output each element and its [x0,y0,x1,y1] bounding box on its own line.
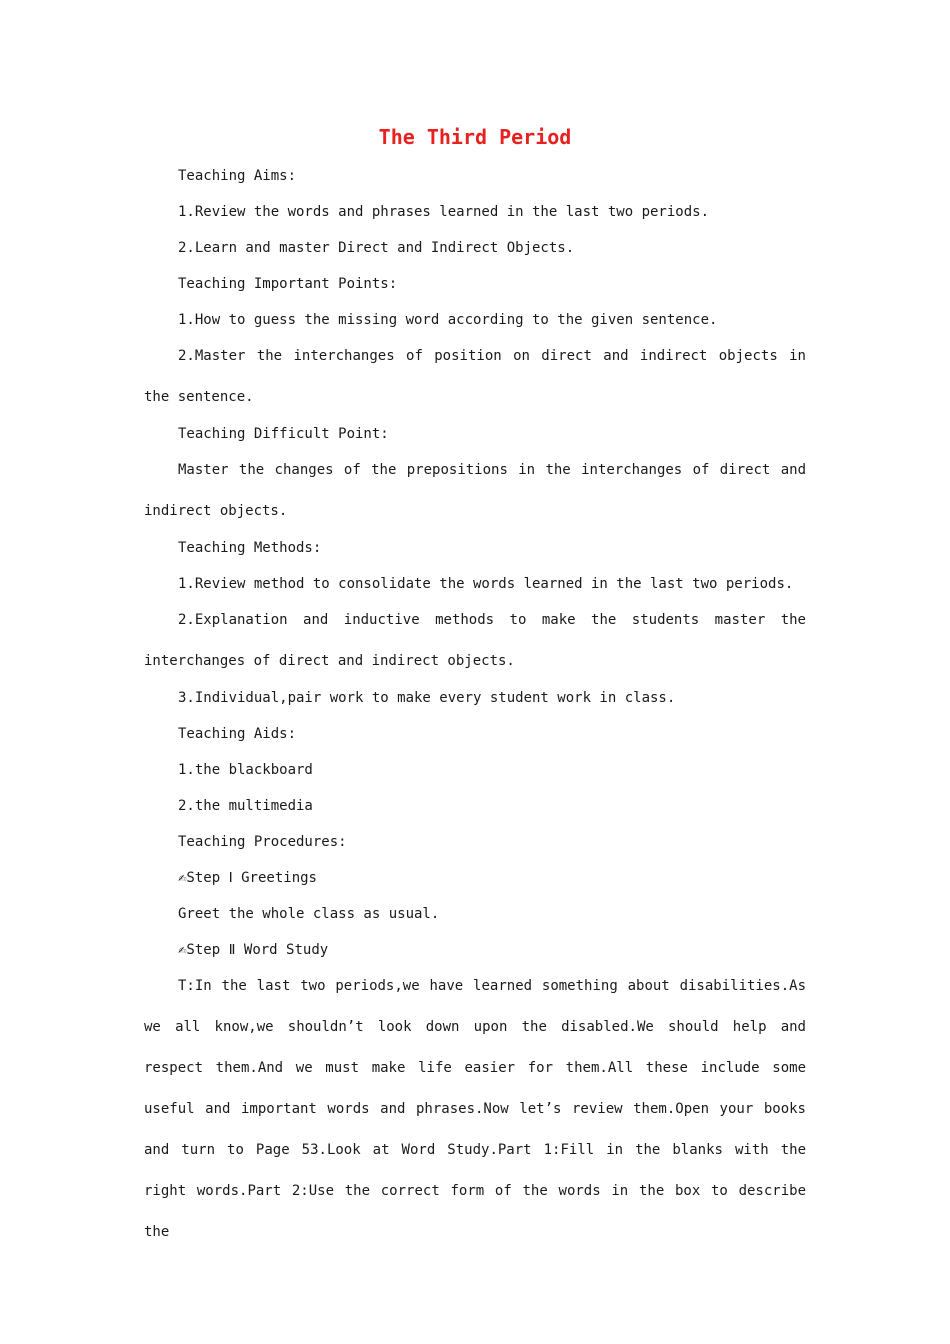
heading-important-points: Teaching Important Points: [178,276,398,292]
heading-teaching-aids: Teaching Aids: [178,726,297,742]
step-1-heading: ✍Step Ⅰ Greetings [178,870,317,886]
method-item-3: 3.Individual,pair work to make every student work in class. [178,690,676,706]
difficult-point-text: Master the changes of the prepositions in the interchanges of direct and indirect objects. [144,462,806,519]
method-item-2: 2.Explanation and inductive methods to make the students master the interchanges of direct and indirect objects. [144,612,806,669]
step-2-text: T:In the last two periods,we have learned something about disabilities.As we all know,we shouldn’t look down upon the disabled.We should help and respect them.And we must make life easier for them.All these include some useful and important words and phrases.Now let’s review them.Open your books and turn to Page 53.Look at Word Study.Part 1:Fill in the blanks with the right words.Part 2:Use the correct form of the words in the box to describe the [144,978,806,1240]
step-1-text: Greet the whole class as usual. [178,906,440,922]
method-item-1: 1.Review method to consolidate the words learned in the last two periods. [178,576,794,592]
aim-item-1: 1.Review the words and phrases learned in the last two periods. [178,204,710,220]
heading-teaching-aims: Teaching Aims: [178,168,297,184]
aid-item-2: 2.the multimedia [178,798,313,814]
important-point-1: 1.How to guess the missing word according to the given sentence. [178,312,718,328]
heading-teaching-methods: Teaching Methods: [178,540,322,556]
step-2-heading: ✍Step Ⅱ Word Study [178,942,329,958]
document-page [144,120,806,1251]
aim-item-2: 2.Learn and master Direct and Indirect Objects. [178,240,575,256]
heading-teaching-procedures: Teaching Procedures: [178,834,347,850]
document-title: The Third Period [378,125,572,149]
important-point-2: 2.Master the interchanges of position on direct and indirect objects in the sentence. [144,348,806,405]
aid-item-1: 1.the blackboard [178,762,313,778]
heading-difficult-point: Teaching Difficult Point: [178,426,389,442]
